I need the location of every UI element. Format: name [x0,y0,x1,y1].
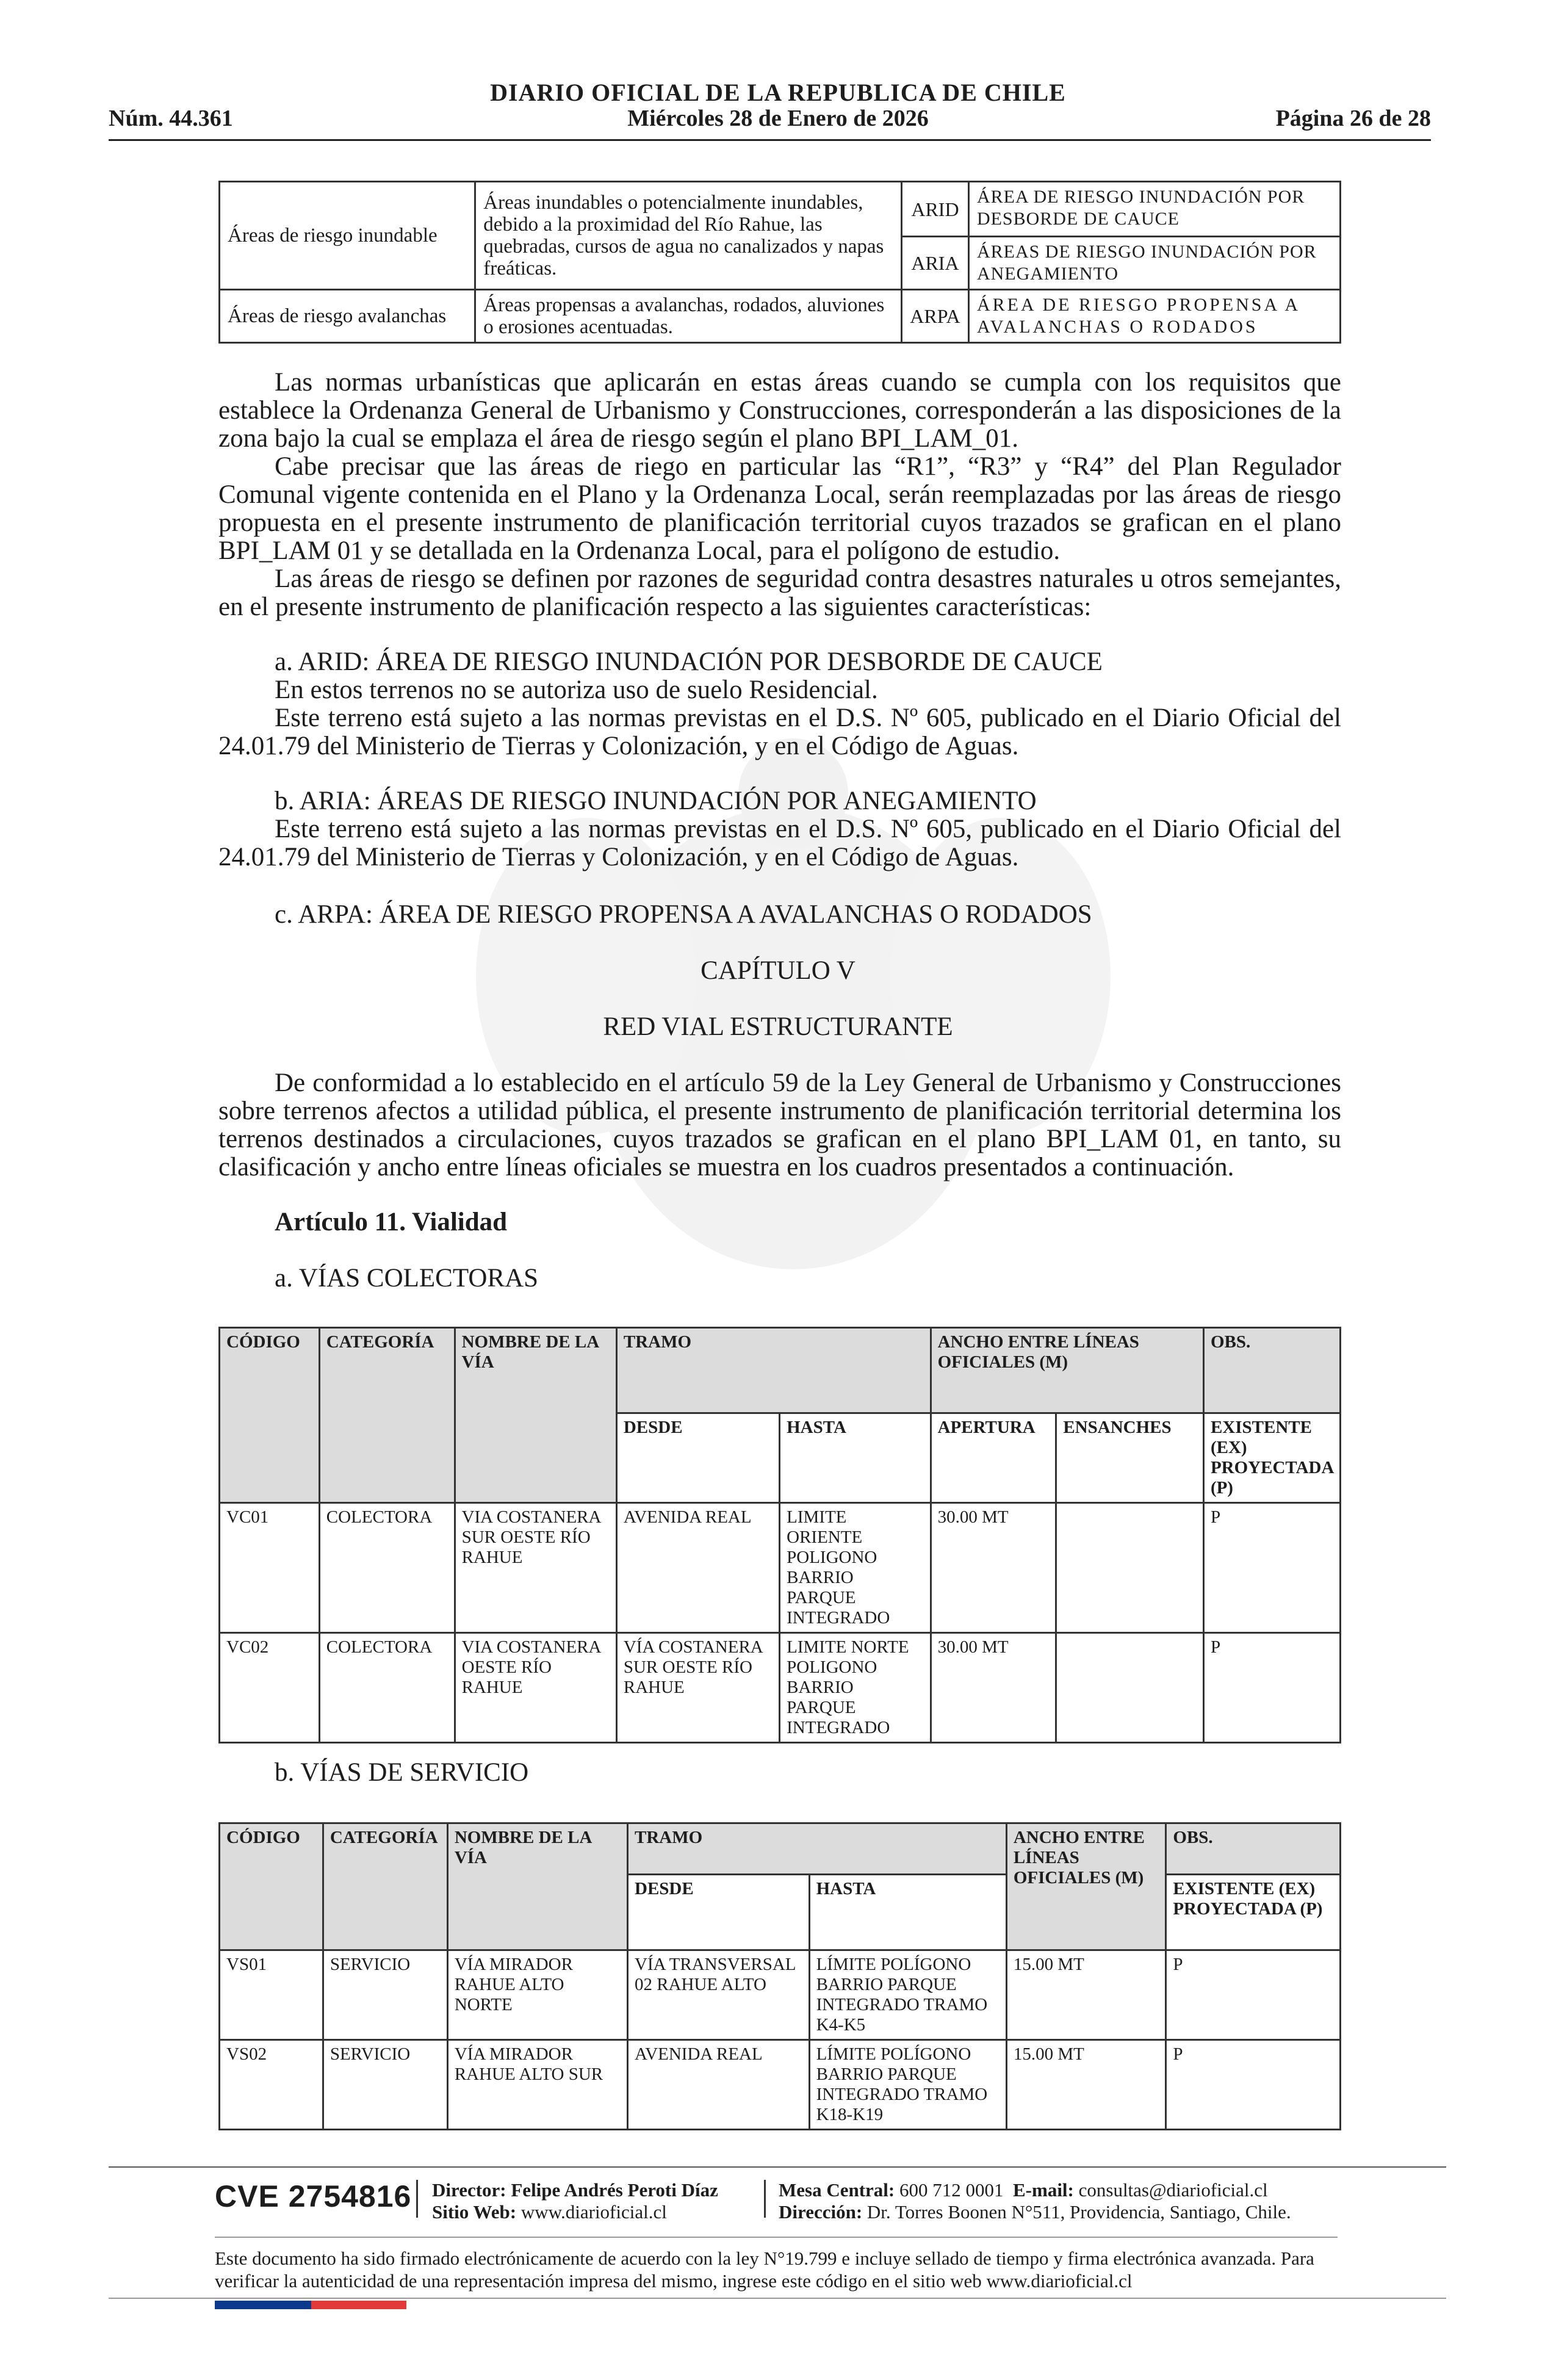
cell-hasta: LÍMITE POLÍGONO BARRIO PARQUE INTEGRADO TRAMO K18-K19 [809,2040,1006,2130]
cell-apertura: 30.00 MT [931,1633,1056,1743]
cell-nombre: VIA COSTANERA SUR OESTE RÍO RAHUE [455,1503,616,1633]
col-header-obs: OBS. [1166,1823,1341,1875]
col-header-categoria: CATEGORÍA [319,1328,455,1503]
paragraph-text: Las normas urbanísticas que aplicarán en estas áreas cuando se cumpla con los requisitos que establece la Ordenanza General de Urbanismo y Construcciones, corresponderán a las disposiciones de la zona bajo la cual se emplaza el área de riesgo según el plano BPI_LAM_01. [218,368,1341,453]
colectoras-table [218,1327,1341,1744]
header-rule [109,139,1431,141]
cell-codigo: VC02 [220,1633,320,1743]
footer-divider [416,2180,418,2218]
issue-number: Núm. 44.361 [109,106,233,131]
col-header-desde: DESDE [628,1875,810,1950]
cell-categoria: SERVICIO [323,2040,447,2130]
paragraph-text: En estos terrenos no se autoriza uso de suelo Residencial. [275,676,878,704]
footer-rule [109,2166,1446,2168]
footer-rule [215,2237,1338,2238]
issue-date: Miércoles 28 de Enero de 2026 [627,106,929,131]
cell-nombre: VÍA MIRADOR RAHUE ALTO SUR [447,2040,627,2130]
cell-codigo: VS02 [220,2040,323,2130]
paragraph [218,369,1341,453]
col-header-existente: EXISTENTE (EX) PROYECTADA (P) [1166,1875,1341,1950]
paragraph-text: Este terreno está sujeto a las normas previstas en el D.S. Nº 605, publicado en el Diario Oficial del 24.01.79 del Ministerio de Tierras y Colonización, y en el Código de Aguas. [218,704,1341,760]
col-header-ancho: ANCHO ENTRE LÍNEAS OFICIALES (M) [931,1328,1203,1413]
section-title: b. ARIA: ÁREAS DE RIESGO INUNDACIÓN POR ANEGAMIENTO [275,787,1037,815]
section-title: a. VÍAS COLECTORAS [275,1264,539,1293]
cell-ancho: 15.00 MT [1006,1950,1166,2040]
cve-code: CVE 2754816 [215,2179,412,2213]
table-row [220,290,1341,343]
cell-obs: P [1203,1503,1340,1633]
web-label: Sitio Web: [432,2201,517,2223]
col-header-tramo: TRAMO [628,1823,1007,1875]
director-name: Felipe Andrés Peroti Díaz [511,2179,718,2201]
mesa-label: Mesa Central: [779,2179,895,2201]
footer-director [432,2179,718,2223]
risk-code-description: ÁREAS DE RIESGO INUNDACIÓN POR ANEGAMIENTO [968,237,1340,290]
email-address[interactable]: consultas@diarioficial.cl [1078,2179,1268,2201]
table-header-row [220,1823,1341,1875]
col-header-apertura: APERTURA [931,1413,1056,1503]
web-url[interactable]: www.diarioficial.cl [520,2201,667,2223]
flag-bar-red [311,2301,406,2309]
risk-area-name: Áreas de riesgo avalanchas [220,290,475,343]
cell-hasta: LIMITE ORIENTE POLIGONO BARRIO PARQUE INTEGRADO [780,1503,931,1633]
table-row [220,2040,1341,2130]
cell-codigo: VC01 [220,1503,320,1633]
paragraph-text: Las áreas de riesgo se definen por razones de seguridad contra desastres naturales u otros semejantes, en el presente instrumento de planificación respecto a las siguientes características: [218,564,1341,621]
col-header-obs: OBS. [1203,1328,1340,1413]
col-header-categoria: CATEGORÍA [323,1823,447,1950]
section-title: b. VÍAS DE SERVICIO [275,1758,529,1787]
col-header-codigo: CÓDIGO [220,1328,320,1503]
risk-areas-table [218,181,1341,344]
table-row [220,182,1341,237]
cell-ancho: 15.00 MT [1006,2040,1166,2130]
cell-desde: VÍA COSTANERA SUR OESTE RÍO RAHUE [616,1633,779,1743]
cell-categoria: COLECTORA [319,1503,455,1633]
risk-code: ARID [901,182,968,237]
risk-code-description: ÁREA DE RIESGO INUNDACIÓN POR DESBORDE DE CAUCE [968,182,1340,237]
table-header-row [220,1328,1341,1413]
risk-area-description: Áreas propensas a avalanchas, rodados, aluviones o erosiones acentuadas. [475,290,902,343]
cell-codigo: VS01 [220,1950,323,2040]
col-header-nombre: NOMBRE DE LA VÍA [447,1823,627,1950]
table-row [220,1503,1341,1633]
cell-hasta: LÍMITE POLÍGONO BARRIO PARQUE INTEGRADO TRAMO K4-K5 [809,1950,1006,2040]
col-header-desde: DESDE [616,1413,779,1503]
paragraph-text: Cabe precisar que las áreas de riego en particular las “R1”, “R3” y “R4” del Plan Regulador Comunal vigente contenida en el Plano y la Ordenanza Local, serán reemplazadas por las áreas de riesgo propuesta en el presente instrumento de planificación territorial cuyos trazados se grafican en el plano BPI_LAM 01 y se detallada en la Ordenanza Local, para el polígono de estudio. [218,452,1341,565]
cell-desde: AVENIDA REAL [616,1503,779,1633]
paragraph-text: Este terreno está sujeto a las normas previstas en el D.S. Nº 605, publicado en el Diario Oficial del 24.01.79 del Ministerio de Tierras y Colonización, y en el Código de Aguas. [218,815,1341,871]
cell-hasta: LIMITE NORTE POLIGONO BARRIO PARQUE INTEGRADO [780,1633,931,1743]
cell-nombre: VÍA MIRADOR RAHUE ALTO NORTE [447,1950,627,2040]
director-label: Director: [432,2179,506,2201]
page-number: Página 26 de 28 [1275,106,1431,131]
paragraph [218,815,1341,871]
risk-area-name: Áreas de riesgo inundable [220,182,475,290]
col-header-hasta: HASTA [780,1413,931,1503]
cell-apertura: 30.00 MT [931,1503,1056,1633]
cell-ensanches [1056,1633,1204,1743]
signature-note: Este documento ha sido firmado electrónicamente de acuerdo con la ley N°19.799 e incluye sellado de tiempo y firma electrónica avanzada. Para verificar la autenticidad de una representación impresa del mismo, ingrese este código en el sitio web www.diarioficial.cl [215,2248,1314,2292]
col-header-ancho: ANCHO ENTRE LÍNEAS OFICIALES (M) [1006,1823,1166,1950]
cell-desde: VÍA TRANSVERSAL 02 RAHUE ALTO [628,1950,810,2040]
paragraph [218,565,1341,621]
cell-ensanches [1056,1503,1204,1633]
cell-obs: P [1166,1950,1341,2040]
footer-contact [779,2179,1291,2223]
section-title: a. ARID: ÁREA DE RIESGO INUNDACIÓN POR DESBORDE DE CAUCE [275,647,1103,676]
cell-desde: AVENIDA REAL [628,2040,810,2130]
risk-code: ARIA [901,237,968,290]
newspaper-title: DIARIO OFICIAL DE LA REPUBLICA DE CHILE [490,79,1066,106]
col-header-ensanches: ENSANCHES [1056,1413,1204,1503]
table-row [220,1950,1341,2040]
flag-bar-blue [215,2301,311,2309]
cell-categoria: COLECTORA [319,1633,455,1743]
paragraph [218,704,1341,760]
section-title: c. ARPA: ÁREA DE RIESGO PROPENSA A AVALANCHAS O RODADOS [275,900,1092,929]
footer-rule [109,2298,1446,2299]
chapter-subtitle: RED VIAL ESTRUCTURANTE [603,1012,953,1041]
col-header-tramo: TRAMO [616,1328,931,1413]
article-title: Artículo 11. Vialidad [275,1208,508,1236]
col-header-existente: EXISTENTE (EX) PROYECTADA (P) [1203,1413,1340,1503]
address-text: Dr. Torres Boonen N°511, Providencia, Santiago, Chile. [866,2201,1291,2223]
col-header-hasta: HASTA [809,1875,1006,1950]
mesa-phone: 600 712 0001 [899,2179,1004,2201]
cell-categoria: SERVICIO [323,1950,447,2040]
col-header-codigo: CÓDIGO [220,1823,323,1950]
paragraph [218,453,1341,565]
paragraph [218,1069,1341,1181]
servicio-table [218,1822,1341,2130]
footer-divider [764,2180,766,2218]
address-label: Dirección: [779,2201,863,2223]
table-row [220,1633,1341,1743]
cell-obs: P [1203,1633,1340,1743]
cell-nombre: VIA COSTANERA OESTE RÍO RAHUE [455,1633,616,1743]
paragraph-text: De conformidad a lo establecido en el artículo 59 de la Ley General de Urbanismo y Construcciones sobre terrenos afectos a utilidad pública, el presente instrumento de planificación territorial determina los terrenos destinados a circulaciones, cuyos trazados se grafican en el plano BPI_LAM 01, en tanto, su clasificación y ancho entre líneas oficiales se muestra en los cuadros presentados a continuación. [218,1069,1341,1181]
col-header-nombre: NOMBRE DE LA VÍA [455,1328,616,1503]
risk-code: ARPA [901,290,968,343]
email-label: E-mail: [1013,2179,1074,2201]
cell-obs: P [1166,2040,1341,2130]
risk-area-description: Áreas inundables o potencialmente inundables, debido a la proximidad del Río Rahue, las quebradas, cursos de agua no canalizados y napas freáticas. [475,182,902,290]
chapter-title: CAPÍTULO V [701,956,855,985]
risk-code-description: ÁREA DE RIESGO PROPENSA A AVALANCHAS O RODADOS [968,290,1340,343]
